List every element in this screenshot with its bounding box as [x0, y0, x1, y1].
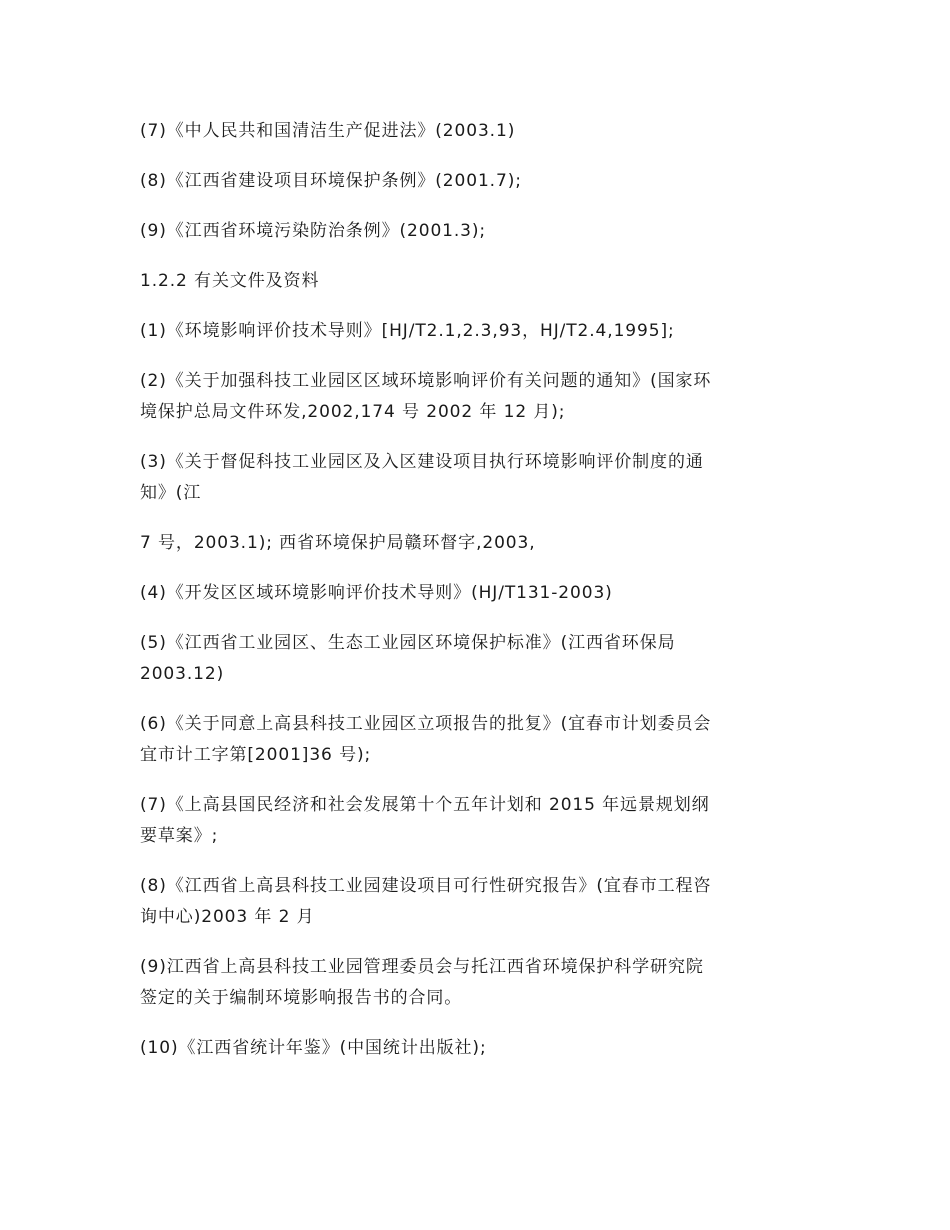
- reference-item-doc-8: [140, 871, 810, 933]
- text-line: (7)《中人民共和国清洁生产促进法》(2003.1): [140, 121, 516, 141]
- text-line: (10)《江西省统计年鉴》(中国统计出版社);: [140, 1038, 487, 1058]
- reference-item-doc-4: [140, 578, 810, 609]
- reference-item-doc-2: [140, 366, 810, 428]
- text-line: 2003.12): [140, 664, 225, 684]
- heading-text: 1.2.2 有关文件及资料: [140, 271, 320, 291]
- reference-item-doc-1: [140, 316, 810, 347]
- reference-item-doc-3: [140, 447, 810, 509]
- text-line: 知》(江: [140, 483, 202, 503]
- reference-item-doc-9: [140, 952, 810, 1014]
- text-line: (9)《江西省环境污染防治条例》(2001.3);: [140, 221, 487, 241]
- text-line: (3)《关于督促科技工业园区及入区建设项目执行环境影响评价制度的通: [140, 452, 704, 472]
- section-heading: [140, 266, 810, 297]
- text-line: (5)《江西省工业园区、生态工业园区环境保护标准》(江西省环保局: [140, 633, 676, 653]
- reference-item-doc-7: [140, 790, 810, 852]
- text-line: (9)江西省上高县科技工业园管理委员会与托江西省环境保护科学研究院: [140, 957, 704, 977]
- text-line: (8)《江西省建设项目环境保护条例》(2001.7);: [140, 171, 522, 191]
- text-line: 境保护总局文件环发,2002,174 号 2002 年 12 月);: [140, 402, 566, 422]
- reference-item-doc-6: [140, 709, 810, 771]
- reference-item-doc-5: [140, 628, 810, 690]
- text-line: 7 号，2003.1); 西省环境保护局赣环督字,2003,: [140, 533, 536, 553]
- reference-item-law-8: [140, 166, 810, 197]
- document-body: [140, 116, 810, 1083]
- text-line: (6)《关于同意上高县科技工业园区立项报告的批复》(宜春市计划委员会: [140, 714, 712, 734]
- text-line: (8)《江西省上高县科技工业园建设项目可行性研究报告》(宜春市工程咨: [140, 876, 712, 896]
- text-line: (1)《环境影响评价技术导则》[HJ/T2.1,2.3,93，HJ/T2.4,1995];: [140, 321, 675, 341]
- reference-item-law-9: [140, 216, 810, 247]
- text-line: (2)《关于加强科技工业园区区域环境影响评价有关问题的通知》(国家环: [140, 371, 712, 391]
- text-line: 宜市计工字第[2001]36 号);: [140, 745, 372, 765]
- text-line: (4)《开发区区域环境影响评价技术导则》(HJ/T131-2003): [140, 583, 613, 603]
- reference-item-doc-10: [140, 1033, 810, 1064]
- text-line: 签定的关于编制环境影响报告书的合同。: [140, 988, 463, 1008]
- reference-item-doc-3-continued: [140, 528, 810, 559]
- text-line: 要草案》;: [140, 826, 219, 846]
- reference-item-law-7: [140, 116, 810, 147]
- text-line: 询中心)2003 年 2 月: [140, 907, 315, 927]
- text-line: (7)《上高县国民经济和社会发展第十个五年计划和 2015 年远景规划纲: [140, 795, 710, 815]
